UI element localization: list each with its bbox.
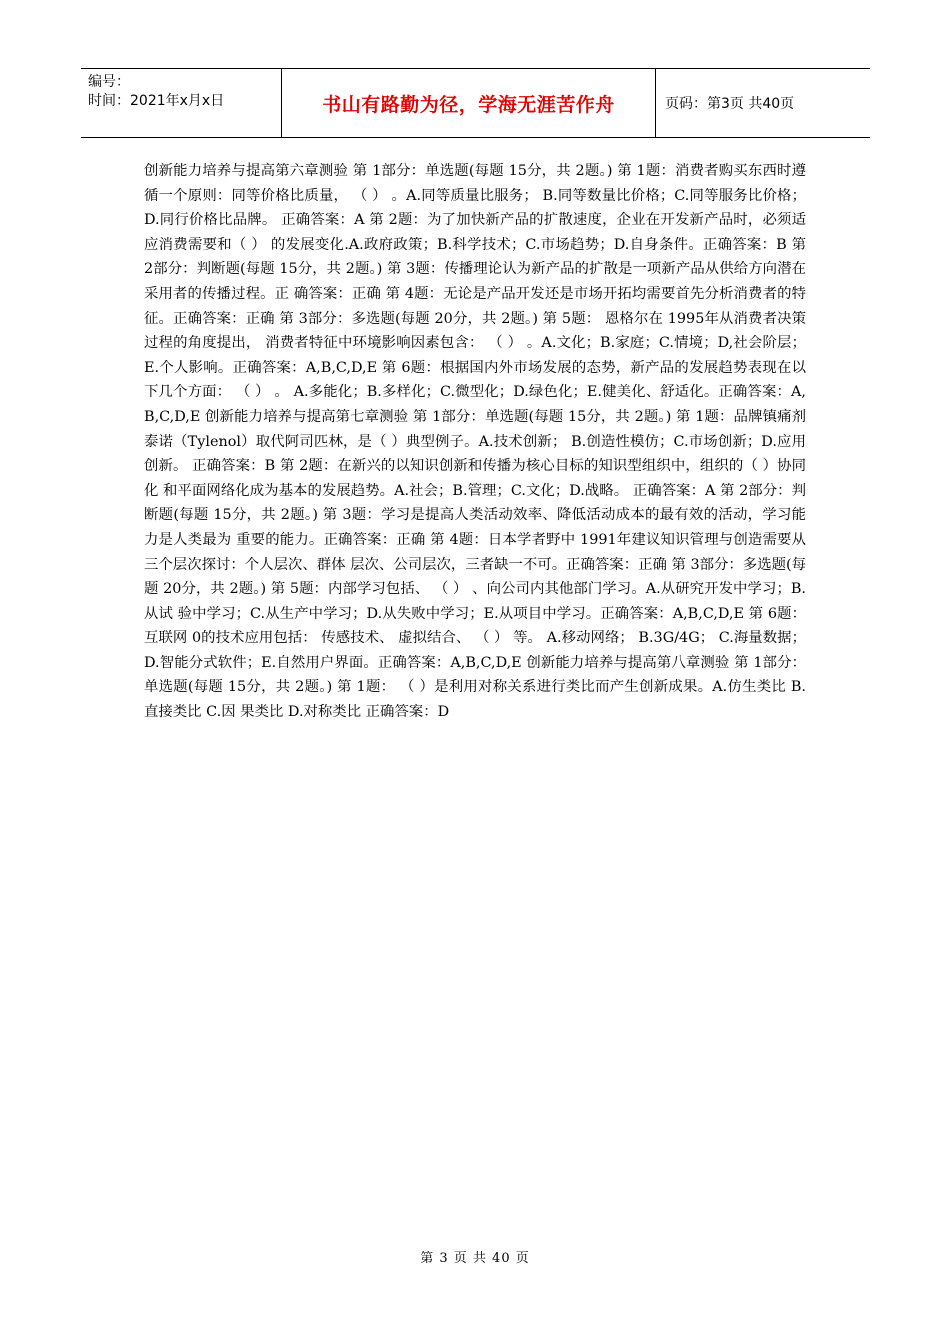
header-motto: 书山有路勤为径，学海无涯苦作舟 xyxy=(322,93,615,116)
body-text: 创新能力培养与提高第六章测验 第 1部分：单选题(每题 15分，共 2题。) 第 1题：消费者购买东西时遵循一个原则：同等价格比质量， （ ） 。A.同等质量比服务； B.同等数量比价格；C.同等服务比价格；D.同行价格比品牌。 正确答案：A 第 2题：为了加快新产品的扩散速度，企业在开发新产品时，必须适应消费需要和（ ） 的发展变化.A.政府政策；B.科学技术；C.市场趋势；D.自身条件。正确答案：B 第 2部分：判断题(每题 15分，共 2题。) 第 3题：传播理论认为新产品的扩散是一项新产品从供给方向潜在采用者的传播过程。正 确答案：正确 第 4题：无论是产品开发还是市场开拓均需要首先分析消费者的特征。正确答案：正确 第 3部分：多选题(每题 20分，共 2题。) 第 5题： 恩格尔在 1995年从消费者决策过程的角度提出， 消费者特征中环境影响因素包含： （ ） 。A.文化；B.家庭；C.情境；D,社会阶层；E.个人影响。正确答案：A,B,C,D,E 第 6题：根据国内外市场发展的态势，新产品的发展趋势表现在以下几个方面： （ ） 。 A.多能化；B.多样化；C.微型化；D.绿色化；E.健美化、舒适化。正确答案：A,B,C,D,E 创新能力培养与提高第七章测验 第 1部分：单选题(每题 15分，共 2题。) 第 1题：品牌镇痛剂泰诺（Tylenol）取代阿司匹林，是（ ）典型例子。A.技术创新； B.创造性模仿；C.市场创新；D.应用创新。 正确答案：B 第 2题：在新兴的以知识创新和传播为核心目标的知识型组织中，组织的（ ）协同化 和平面网络化成为基本的发展趋势。A.社会；B.管理；C.文化；D.战略。 正确答案：A 第 2部分：判断题(每题 15分，共 2题。) 第 3题：学习是提高人类活动效率、降低活动成本的最有效的活动，学习能力是人类最为 重要的能力。正确答案：正确 第 4题：日本学者野中 1991年建议知识管理与创造需要从三个层次探讨：个人层次、群体 层次、公司层次，三者缺一不可。正确答案：正确 第 3部分：多选题(每题 20分，共 2题。) 第 5题：内部学习包括、 （ ） 、向公司内其他部门学习。A.从研究开发中学习；B.从试 验中学习；C.从生产中学习；D.从失败中学习；E.从项目中学习。正确答案：A,B,C,D,E 第 6题： 互联网 0的技术应用包括： 传感技术、 虚拟结合、 （ ） 等。 A.移动网络； B.3G/4G； C.海量数据；D.智能分式软件；E.自然用户界面。正确答案：A,B,C,D,E 创新能力培养与提高第八章测验 第 1部分：单选题(每题 15分，共 2题。) 第 1题： （ ）是利用对称关系进行类比而产生创新成果。A.仿生类比 B.直接类比 C.因 果类比 D.对称类比 正确答案：D xyxy=(144,163,806,721)
header-page-cell xyxy=(656,69,870,137)
page-footer: 第 3 页 共 40 页 xyxy=(420,1251,530,1266)
page-header xyxy=(81,68,870,138)
header-info-cell xyxy=(81,69,282,137)
date-label: 时间：2021年x月x日 xyxy=(88,93,225,109)
header-page-info: 页码：第3页 共40页 xyxy=(665,96,795,112)
header-motto-cell xyxy=(282,69,656,137)
serial-number-label: 编号： xyxy=(88,74,130,90)
